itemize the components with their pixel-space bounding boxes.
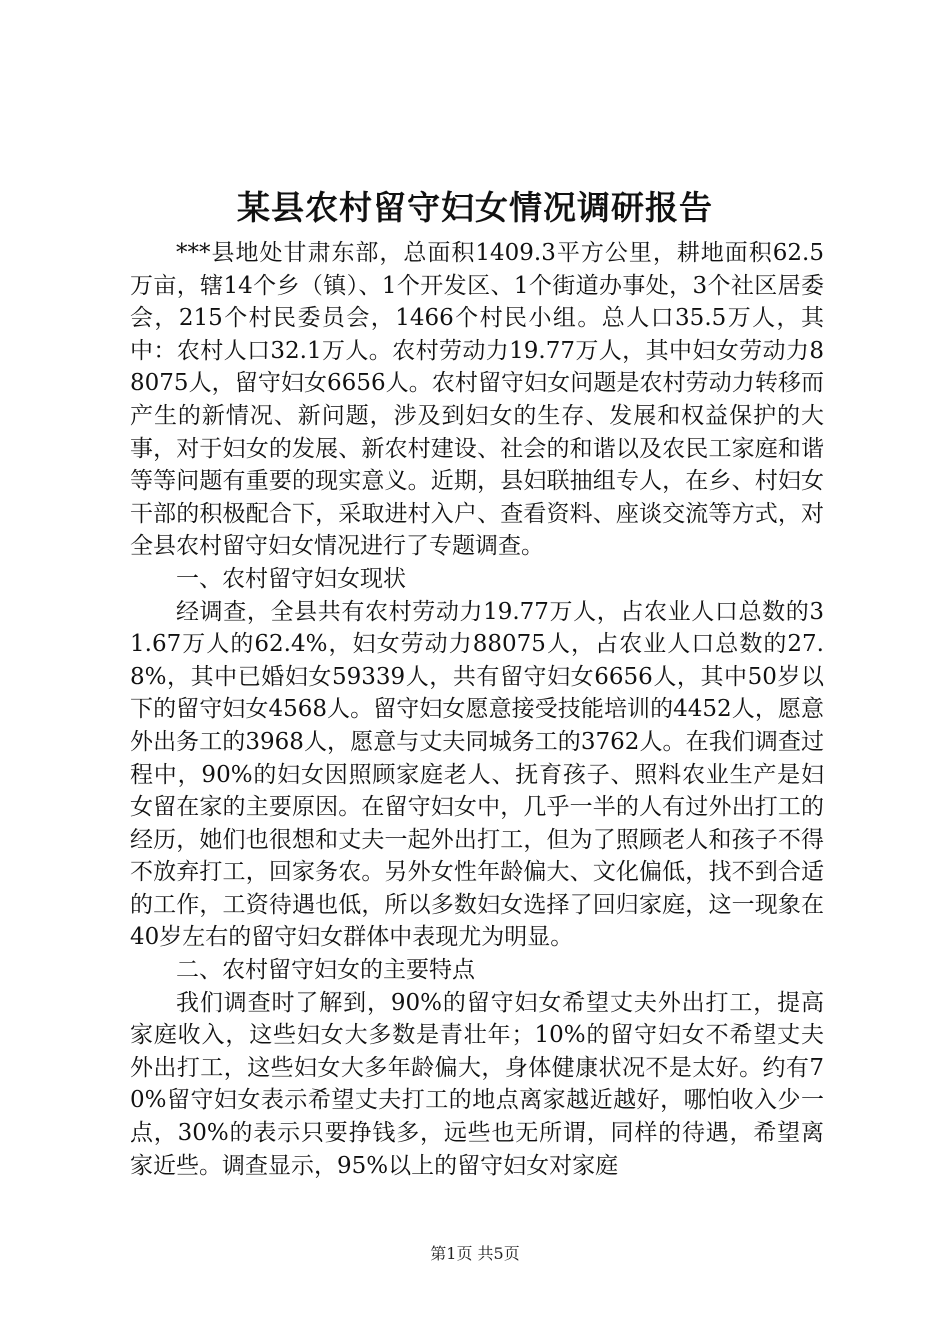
section-1-paragraph: 经调查，全县共有农村劳动力19.77万人，占农业人口总数的31.67万人的62.4%，妇女劳动力88075人，占农业人口总数的27.8%，其中已婚妇女59339人，共有留守妇女6656人，其中50岁以下的留守妇女4568人。留守妇女愿意接受技能培训的4452人，愿意外出务工的3968人，愿意与丈夫同城务工的3762人。在我们调查过程中，90%的妇女因照顾家庭老人、抚育孩子、照料农业生产是妇女留在家的主要原因。在留守妇女中，几乎一半的人有过外出打工的经历，她们也很想和丈夫一起外出打工，但为了照顾老人和孩子不得不放弃打工，回家务农。另外女性年龄偏大、文化偏低，找不到合适的工作，工资待遇也低，所以多数妇女选择了回归家庭，这一现象在40岁左右的留守妇女群体中表现尤为明显。 [130, 598, 824, 951]
section-2-heading: 二、农村留守妇女的主要特点 [176, 957, 475, 984]
intro-paragraph: ***县地处甘肃东部，总面积1409.3平方公里，耕地面积62.5万亩，辖14个乡（镇）、1个开发区、1个街道办事处，3个社区居委会，215个村民委员会，1466个村民小组。总人口35.5万人，其中：农村人口32.1万人。农村劳动力19.77万人，其中妇女劳动力88075人，留守妇女6656人。农村留守妇女问题是农村劳动力转移而产生的新情况、新问题，涉及到妇女的生存、发展和权益保护的大事，对于妇女的发展、新农村建设、社会的和谐以及农民工家庭和谐等等问题有重要的现实意义。近期，县妇联抽组专人，在乡、村妇女干部的积极配合下，采取进村入户、查看资料、座谈交流等方式，对全县农村留守妇女情况进行了专题调查。 [130, 240, 824, 560]
section-2-paragraph: 我们调查时了解到，90%的留守妇女希望丈夫外出打工，提高家庭收入，这些妇女大多数是青壮年；10%的留守妇女不希望丈夫外出打工，这些妇女大多年龄偏大，身体健康状况不是太好。约有70%留守妇女表示希望丈夫打工的地点离家越近越好，哪怕收入少一点，30%的表示只要挣钱多，远些也无所谓，同样的待遇，希望离家近些。调查显示，95%以上的留守妇女对家庭 [130, 989, 824, 1179]
page-number-footer: 第1页 共5页 [430, 1244, 520, 1263]
document-title: 某县农村留守妇女情况调研报告 [237, 188, 713, 227]
section-1-heading: 一、农村留守妇女现状 [176, 565, 406, 592]
document-body [130, 237, 824, 1182]
